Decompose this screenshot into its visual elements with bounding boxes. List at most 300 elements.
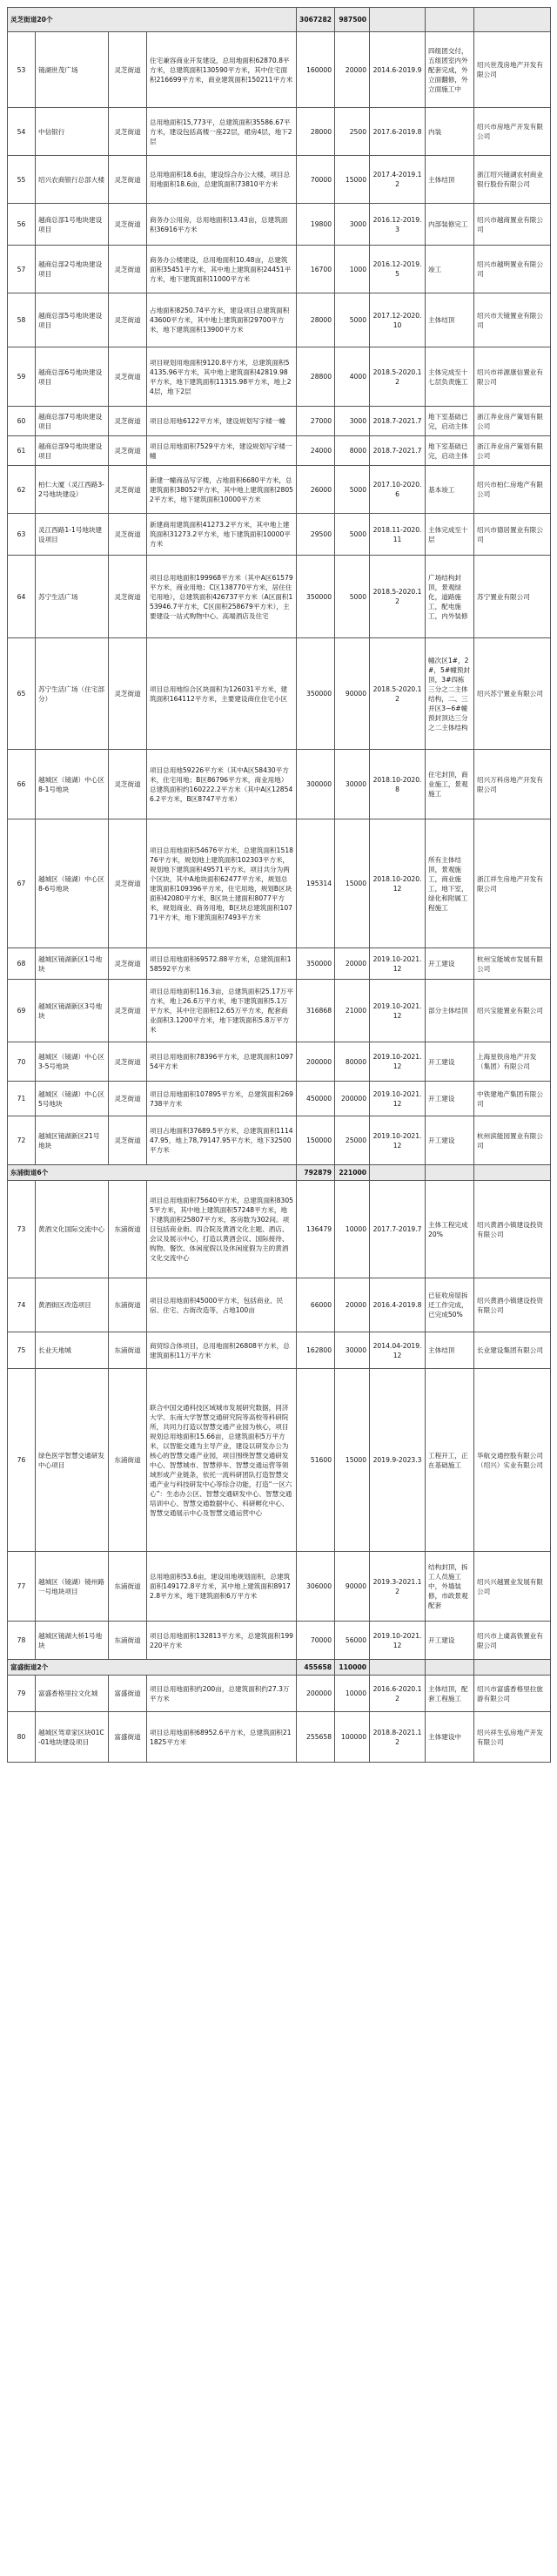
group-total-investment: 792879 xyxy=(297,1165,335,1181)
group-row xyxy=(8,1165,551,1181)
construction-period: 2018.5-2020.12 xyxy=(370,638,426,750)
street-name: 灵芝街道 xyxy=(109,246,147,293)
annual-investment: 2500 xyxy=(335,108,370,156)
project-content: 总用地面积53.6亩，建设用地规划面积，总建筑面积149172.8平方米，其中地上建筑面积89172.8平方米，地下建筑面积6万平方米 xyxy=(147,1552,297,1622)
row-number: 64 xyxy=(8,556,36,638)
table-row xyxy=(8,156,551,204)
row-number: 73 xyxy=(8,1181,36,1278)
total-investment: 136479 xyxy=(297,1181,335,1278)
street-name: 灵芝街道 xyxy=(109,1116,147,1165)
total-investment: 300000 xyxy=(297,750,335,819)
progress-status: 所有主体结顶，景观施工，商业施工，地下室，绿化和附属工程施工 xyxy=(426,819,474,948)
total-investment: 350000 xyxy=(297,556,335,638)
total-investment: 160000 xyxy=(297,32,335,108)
table-row xyxy=(8,1622,551,1660)
row-number: 62 xyxy=(8,466,36,514)
construction-period: 2018.5-2020.12 xyxy=(370,347,426,407)
project-name: 镜湖世茂广场 xyxy=(36,32,109,108)
street-name: 东浦街道 xyxy=(109,1332,147,1369)
owner-company: 绍兴市祥源康信置业有限公司 xyxy=(474,347,551,407)
construction-period: 2018.7-2021.7 xyxy=(370,407,426,436)
row-number: 60 xyxy=(8,407,36,436)
row-number: 68 xyxy=(8,948,36,980)
project-name: 越城区（镜湖）中心区5号地块 xyxy=(36,1082,109,1116)
annual-investment: 3000 xyxy=(335,407,370,436)
progress-status: 幢次区1#，2#，5#幢预封顶，3#四栋三分之二主体结构，二、三并区3~6#幢预封顶达三分之二主体结构 xyxy=(426,638,474,750)
owner-company: 绍兴祥生弘房地产开发有限公司 xyxy=(474,1712,551,1763)
total-investment: 66000 xyxy=(297,1278,335,1332)
street-name: 灵芝街道 xyxy=(109,750,147,819)
construction-period: 2018.10-2020.8 xyxy=(370,750,426,819)
construction-period: 2019.10-2021.12 xyxy=(370,1116,426,1165)
progress-status: 工程开工，正在基础施工 xyxy=(426,1369,474,1552)
progress-status: 已征收房屋拆迁工作完成，已完成50% xyxy=(426,1278,474,1332)
project-name: 越商总部2号地块建设项目 xyxy=(36,246,109,293)
row-number: 76 xyxy=(8,1369,36,1552)
construction-period: 2019.10-2021.12 xyxy=(370,1082,426,1116)
annual-investment: 100000 xyxy=(335,1712,370,1763)
annual-investment: 15000 xyxy=(335,156,370,204)
owner-company: 绍兴万科房地产开发有限公司 xyxy=(474,750,551,819)
project-content: 新建商用建筑面积41273.2平方米，其中地上建筑面积31273.2平方米，地下建筑面积10000平方米 xyxy=(147,514,297,556)
project-content: 项目总用地面积75640平方米，总建筑面积83055平方米，其中地上建筑面积57248平方米，地下建筑面积25807平方米，客房数为302间。项目包括商业街、四合院及黄酒文化主题、酒店、会议及展示中心，打造以黄酒会议、国际接待、购物、餐饮、体闲度假以及休闲度假为主的黄酒文化交流中心 xyxy=(147,1181,297,1278)
total-investment: 195314 xyxy=(297,819,335,948)
project-name: 越城区镜湖新区21号地块 xyxy=(36,1116,109,1165)
owner-company: 浙江绍兴镜湖农村商业银行股份有限公司 xyxy=(474,156,551,204)
progress-status: 主体结顶 xyxy=(426,156,474,204)
street-name: 灵芝街道 xyxy=(109,108,147,156)
total-investment: 27000 xyxy=(297,407,335,436)
empty-cell xyxy=(474,1165,551,1181)
construction-period: 2019.10-2021.12 xyxy=(370,1622,426,1660)
project-name: 越城区（镜湖）中心区8-1号地块 xyxy=(36,750,109,819)
row-number: 80 xyxy=(8,1712,36,1763)
total-investment: 28000 xyxy=(297,293,335,347)
annual-investment: 56000 xyxy=(335,1622,370,1660)
annual-investment: 5000 xyxy=(335,466,370,514)
project-name: 越城区镜湖大桥1号地块 xyxy=(36,1622,109,1660)
construction-period: 2019.10-2021.12 xyxy=(370,948,426,980)
construction-period: 2019.9-2023.3 xyxy=(370,1369,426,1552)
project-name: 苏宁生活广场（住宅部分） xyxy=(36,638,109,750)
group-total-investment: 455658 xyxy=(297,1660,335,1676)
row-number: 75 xyxy=(8,1332,36,1369)
project-name: 越城区镜湖新区3号地块 xyxy=(36,980,109,1042)
owner-company: 绍兴黄酒小镇建设投资有限公司 xyxy=(474,1181,551,1278)
table-row xyxy=(8,204,551,246)
table-row xyxy=(8,1278,551,1332)
empty-cell xyxy=(370,1660,426,1676)
owner-company: 绍兴世茂房地产开发有限公司 xyxy=(474,32,551,108)
table-row xyxy=(8,638,551,750)
owner-company: 中铁建地产集团有限公司 xyxy=(474,1082,551,1116)
project-name: 越城区（镜湖）镜州路一号地块项目 xyxy=(36,1552,109,1622)
table-body xyxy=(8,8,551,1763)
table-row xyxy=(8,948,551,980)
owner-company: 绍兴市房地产开发有限公司 xyxy=(474,108,551,156)
empty-cell xyxy=(474,1660,551,1676)
progress-status: 开工建设 xyxy=(426,1622,474,1660)
group-total-investment: 3067282 xyxy=(297,8,335,32)
row-number: 70 xyxy=(8,1042,36,1082)
total-investment: 350000 xyxy=(297,948,335,980)
street-name: 东浦街道 xyxy=(109,1278,147,1332)
project-name: 柏仁大厦（灵江西路3-2号地块建设） xyxy=(36,466,109,514)
street-name: 灵芝街道 xyxy=(109,436,147,466)
project-name: 越城区镜湖新区1号地块 xyxy=(36,948,109,980)
progress-status: 竣工 xyxy=(426,246,474,293)
owner-company: 浙江奔业房产策划有限公司 xyxy=(474,407,551,436)
construction-period: 2019.10-2021.12 xyxy=(370,1042,426,1082)
project-content: 住宅兼容商业开发建设，总用地面积62870.8平方米，总建筑面积130590平方米，其中住宅面积216699平方米，商业建筑面积150211平方米 xyxy=(147,32,297,108)
total-investment: 70000 xyxy=(297,1622,335,1660)
project-content: 占地面积8250.74平方米，建设项目总建筑面积43600平方米，其中地上建筑面积29700平方米，地下建筑面积13900平方米 xyxy=(147,293,297,347)
project-content: 联合中国交通科技区域城市发展研究数据，同济大学、东南大学智慧交通研究院等高校等科研院所，共同力打造以智慧交通产业园为核心，项目规划总用地面积15.66亩，总建筑面积5万平方米，以智能交通为主导产业，建设以研发办公为核心的智慧交通产业园，项目围绕智慧交通研发中心、智慧城市、智慧停车、智慧交通运营等领域形成产业链条，依托一流科研团队打造智慧交通产业与科技研发中心等综合功能，打造“一区六心”：生态办公区、智慧交通研发中心、智慧交通培训中心、智慧交通数据中心、科研孵化中心、智慧交通展示中心及智慧交通运营中心 xyxy=(147,1369,297,1552)
table-row xyxy=(8,246,551,293)
empty-cell xyxy=(370,1165,426,1181)
street-name: 东浦街道 xyxy=(109,1181,147,1278)
table-row xyxy=(8,1712,551,1763)
table-row xyxy=(8,1676,551,1712)
project-content: 总用地面积15,773平，总建筑面积35586.67平方米，建设包括高楼一座22层，裙房4层，地下2层 xyxy=(147,108,297,156)
empty-cell xyxy=(370,8,426,32)
project-name: 越商总部1号地块建设项目 xyxy=(36,204,109,246)
table-row xyxy=(8,819,551,948)
progress-status: 主体结顶 xyxy=(426,1332,474,1369)
total-investment: 162800 xyxy=(297,1332,335,1369)
annual-investment: 5000 xyxy=(335,556,370,638)
construction-period: 2016.6-2020.12 xyxy=(370,1676,426,1712)
annual-investment: 10000 xyxy=(335,1181,370,1278)
table-row xyxy=(8,514,551,556)
annual-investment: 90000 xyxy=(335,1552,370,1622)
total-investment: 51600 xyxy=(297,1369,335,1552)
construction-period: 2018.5-2020.12 xyxy=(370,556,426,638)
progress-status: 主体完成至十层 xyxy=(426,514,474,556)
project-content: 项目总用地面积107895平方米，总建筑面积269738平方米 xyxy=(147,1082,297,1116)
project-content: 项目总用地6122平方米，建设规划写字楼一幢 xyxy=(147,407,297,436)
progress-status: 开工建设 xyxy=(426,1116,474,1165)
row-number: 79 xyxy=(8,1676,36,1712)
construction-period: 2014.6-2019.9 xyxy=(370,32,426,108)
row-number: 53 xyxy=(8,32,36,108)
row-number: 65 xyxy=(8,638,36,750)
annual-investment: 25000 xyxy=(335,1116,370,1165)
empty-cell xyxy=(426,1660,474,1676)
progress-status: 结构封顶，拆工人员施工中，外墙装修，市政景观配套 xyxy=(426,1552,474,1622)
row-number: 72 xyxy=(8,1116,36,1165)
owner-company: 浙江奔业房产策划有限公司 xyxy=(474,436,551,466)
project-content: 新建一幢商品写字楼，占地面积6680平方米，总建筑面积38052平方米，其中地上建筑面积28052平方米，地下建筑面积10000平方米 xyxy=(147,466,297,514)
project-content: 项目总用地面积7529平方米，建设规划写字楼一幢 xyxy=(147,436,297,466)
project-content: 项目总用地面积78396平方米，总建筑面积109754平方米 xyxy=(147,1042,297,1082)
project-name: 越商总部6号地块建设项目 xyxy=(36,347,109,407)
construction-period: 2018.7-2021.7 xyxy=(370,436,426,466)
group-name: 富盛街道2个 xyxy=(8,1660,297,1676)
annual-investment: 1000 xyxy=(335,246,370,293)
construction-period: 2016.12-2019.5 xyxy=(370,246,426,293)
project-content: 项目规划用地面积9120.8平方米，总建筑面积54135.96平方米，其中地上建筑面积42819.98平方米，地下建筑面积11315.98平方米，地上24层，地下2层 xyxy=(147,347,297,407)
row-number: 66 xyxy=(8,750,36,819)
project-content: 项目总用地面积45000平方米，包括商业、民宿、住宅、古街改造等，占地100亩 xyxy=(147,1278,297,1332)
street-name: 东浦街道 xyxy=(109,1552,147,1622)
empty-cell xyxy=(426,1165,474,1181)
project-name: 绿色医学智慧交通研发中心项目 xyxy=(36,1369,109,1552)
row-number: 74 xyxy=(8,1278,36,1332)
project-content: 商贸综合体项目，总用地面积26808平方米，总建筑面积11万平方米 xyxy=(147,1332,297,1369)
construction-period: 2017.6-2019.8 xyxy=(370,108,426,156)
table-row xyxy=(8,466,551,514)
group-name: 东浦街道6个 xyxy=(8,1165,297,1181)
progress-status: 主体建设中 xyxy=(426,1712,474,1763)
owner-company: 上海星铁房地产开发（集团）有限公司 xyxy=(474,1042,551,1082)
project-content: 项目占地面积37689.5平方米，总建筑面积111447.95，地上78,79147.95平方米，地下32500平方米 xyxy=(147,1116,297,1165)
table-row xyxy=(8,1042,551,1082)
project-content: 项目总用地面积约200亩，总建筑面积约27.3万平方米 xyxy=(147,1676,297,1712)
street-name: 灵芝街道 xyxy=(109,347,147,407)
progress-status: 开工建设 xyxy=(426,1042,474,1082)
street-name: 东浦街道 xyxy=(109,1369,147,1552)
total-investment: 16700 xyxy=(297,246,335,293)
table-row xyxy=(8,407,551,436)
row-number: 55 xyxy=(8,156,36,204)
empty-cell xyxy=(474,8,551,32)
row-number: 59 xyxy=(8,347,36,407)
table-row xyxy=(8,1116,551,1165)
project-name: 中信银行 xyxy=(36,108,109,156)
total-investment: 450000 xyxy=(297,1082,335,1116)
owner-company: 绍兴市柏仁房地产有限公司 xyxy=(474,466,551,514)
progress-status: 主体完成至十七层负责施工 xyxy=(426,347,474,407)
owner-company: 浙江祥生房地产开发有限公司 xyxy=(474,819,551,948)
owner-company: 绍兴市富盛香格里拉旅游有限公司 xyxy=(474,1676,551,1712)
owner-company: 绍兴市越明置业有限公司 xyxy=(474,246,551,293)
street-name: 灵芝街道 xyxy=(109,819,147,948)
total-investment: 19800 xyxy=(297,204,335,246)
project-name: 黄酒文化国际交流中心 xyxy=(36,1181,109,1278)
construction-period: 2017.4-2019.12 xyxy=(370,156,426,204)
owner-company: 华航交通控股有限公司（绍兴）实业有限公司 xyxy=(474,1369,551,1552)
project-content: 项目总用地59226平方米（其中A区58430平方米，住宅用地；B区86796平方米，商业用地）总建筑面积约160222.2平方米（其中A区128546.2平方米，B区8747平方米） xyxy=(147,750,297,819)
total-investment: 26000 xyxy=(297,466,335,514)
project-content: 项目总用地面积199968平方米（其中A区61579平方米，商业用地；C区138770平方米，居住住宅用地），总建筑面积426737平方米（A区面积153946.7平方米，C区面积258679平方米），主要建设一站式购物中心、高端酒店及住宅 xyxy=(147,556,297,638)
street-name: 富盛街道 xyxy=(109,1712,147,1763)
row-number: 78 xyxy=(8,1622,36,1660)
owner-company: 绍兴市上虞高铁置业有限公司 xyxy=(474,1622,551,1660)
project-content: 项目总用地面积68952.6平方米，总建筑面积211825平方米 xyxy=(147,1712,297,1763)
progress-status: 地下室基础已完，启动主体 xyxy=(426,407,474,436)
project-name: 灵江西路1-1号地块建设项目 xyxy=(36,514,109,556)
table-row xyxy=(8,32,551,108)
table-row xyxy=(8,347,551,407)
street-name: 灵芝街道 xyxy=(109,1082,147,1116)
street-name: 灵芝街道 xyxy=(109,638,147,750)
annual-investment: 80000 xyxy=(335,1042,370,1082)
annual-investment: 20000 xyxy=(335,948,370,980)
project-content: 项目总用地面积69572.88平方米，总建筑面积158592平方米 xyxy=(147,948,297,980)
project-name: 绍兴农商银行总部大楼 xyxy=(36,156,109,204)
construction-period: 2018.8-2021.12 xyxy=(370,1712,426,1763)
construction-period: 2019.3-2021.12 xyxy=(370,1552,426,1622)
owner-company: 绍兴兴越置业发展有限公司 xyxy=(474,1552,551,1622)
total-investment: 28000 xyxy=(297,108,335,156)
project-name: 越商总部7号地块建设项目 xyxy=(36,407,109,436)
annual-investment: 5000 xyxy=(335,293,370,347)
group-name: 灵芝街道20个 xyxy=(8,8,297,32)
progress-status: 主体结顶 xyxy=(426,293,474,347)
row-number: 71 xyxy=(8,1082,36,1116)
total-investment: 70000 xyxy=(297,156,335,204)
street-name: 富盛街道 xyxy=(109,1676,147,1712)
progress-status: 内装 xyxy=(426,108,474,156)
street-name: 灵芝街道 xyxy=(109,948,147,980)
owner-company: 绍兴市德居置业有限公司 xyxy=(474,514,551,556)
street-name: 灵芝街道 xyxy=(109,466,147,514)
table-row xyxy=(8,1332,551,1369)
progress-status: 开工建设 xyxy=(426,1082,474,1116)
table-row xyxy=(8,980,551,1042)
project-name: 富盛香格里拉文化城 xyxy=(36,1676,109,1712)
street-name: 东浦街道 xyxy=(109,1622,147,1660)
annual-investment: 200000 xyxy=(335,1082,370,1116)
construction-period: 2017.7-2019.7 xyxy=(370,1181,426,1278)
construction-period: 2018.11-2020.11 xyxy=(370,514,426,556)
annual-investment: 20000 xyxy=(335,32,370,108)
annual-investment: 90000 xyxy=(335,638,370,750)
annual-investment: 15000 xyxy=(335,1369,370,1552)
progress-status: 内部装修完工 xyxy=(426,204,474,246)
project-table xyxy=(7,7,551,1763)
owner-company: 绍兴市天镜置业有限公司 xyxy=(474,293,551,347)
row-number: 57 xyxy=(8,246,36,293)
annual-investment: 30000 xyxy=(335,1332,370,1369)
progress-status: 广场结构封顶，景观绿化，道路施工，配电施工，内外装修 xyxy=(426,556,474,638)
project-name: 越城区（镜湖）中心区3-5号地块 xyxy=(36,1042,109,1082)
progress-status: 基本竣工 xyxy=(426,466,474,514)
total-investment: 255658 xyxy=(297,1712,335,1763)
progress-status: 开工建设 xyxy=(426,948,474,980)
construction-period: 2018.10-2020.12 xyxy=(370,819,426,948)
row-number: 61 xyxy=(8,436,36,466)
owner-company: 苏宁置业有限公司 xyxy=(474,556,551,638)
total-investment: 29500 xyxy=(297,514,335,556)
annual-investment: 4000 xyxy=(335,347,370,407)
project-name: 长业天地城 xyxy=(36,1332,109,1369)
document-page xyxy=(0,7,557,2576)
annual-investment: 21000 xyxy=(335,980,370,1042)
row-number: 67 xyxy=(8,819,36,948)
project-content: 项目总用地面积132813平方米，总建筑面积199220平方米 xyxy=(147,1622,297,1660)
project-name: 越城区驾章家区块01C-01地块建设项目 xyxy=(36,1712,109,1763)
table-row xyxy=(8,293,551,347)
project-content: 总用地面积18.6亩，建设综合办公大楼，项目总用地面积18.6亩，总建筑面积73810平方米 xyxy=(147,156,297,204)
owner-company: 绍兴苏宁置业有限公司 xyxy=(474,638,551,750)
owner-company: 绍兴宝能置业有限公司 xyxy=(474,980,551,1042)
group-annual-investment: 221000 xyxy=(335,1165,370,1181)
progress-status: 主体结顶，配套工程施工 xyxy=(426,1676,474,1712)
group-row xyxy=(8,8,551,32)
group-annual-investment: 987500 xyxy=(335,8,370,32)
owner-company: 长业建设集团有限公司 xyxy=(474,1332,551,1369)
owner-company: 杭州宝能城市发展有限公司 xyxy=(474,948,551,980)
construction-period: 2014.04-2019.12 xyxy=(370,1332,426,1369)
table-row xyxy=(8,1082,551,1116)
progress-status: 住宅封顶，商业施工，景观施工 xyxy=(426,750,474,819)
table-row xyxy=(8,108,551,156)
annual-investment: 3000 xyxy=(335,204,370,246)
construction-period: 2017.10-2020.6 xyxy=(370,466,426,514)
table-row xyxy=(8,1552,551,1622)
row-number: 63 xyxy=(8,514,36,556)
street-name: 灵芝街道 xyxy=(109,156,147,204)
total-investment: 306000 xyxy=(297,1552,335,1622)
group-row xyxy=(8,1660,551,1676)
empty-cell xyxy=(426,8,474,32)
project-name: 越城区（镜湖）中心区8-6号地块 xyxy=(36,819,109,948)
annual-investment: 30000 xyxy=(335,750,370,819)
construction-period: 2016.4-2019.8 xyxy=(370,1278,426,1332)
street-name: 灵芝街道 xyxy=(109,204,147,246)
annual-investment: 5000 xyxy=(335,514,370,556)
progress-status: 部分主体结顶 xyxy=(426,980,474,1042)
project-content: 商务办公用房，总用地面积13.43亩，总建筑面积36916平方米 xyxy=(147,204,297,246)
total-investment: 150000 xyxy=(297,1116,335,1165)
total-investment: 200000 xyxy=(297,1042,335,1082)
owner-company: 绍兴市越商置业有限公司 xyxy=(474,204,551,246)
total-investment: 200000 xyxy=(297,1676,335,1712)
total-investment: 28800 xyxy=(297,347,335,407)
total-investment: 24000 xyxy=(297,436,335,466)
table-row xyxy=(8,1181,551,1278)
progress-status: 四组团交付，五组团室内外配套完成，外立面翻修，外立面施工中 xyxy=(426,32,474,108)
table-row xyxy=(8,1369,551,1552)
construction-period: 2019.10-2021.12 xyxy=(370,980,426,1042)
owner-company: 杭州滨能园置业有限公司 xyxy=(474,1116,551,1165)
street-name: 灵芝街道 xyxy=(109,32,147,108)
project-name: 黄酒街区改造项目 xyxy=(36,1278,109,1332)
project-content: 商务办公楼建设，总用地面积10.48亩，总建筑面积35451平方米，其中地上建筑面积24451平方米，地下建筑面积11000平方米 xyxy=(147,246,297,293)
project-name: 越商总部9号地块建设项目 xyxy=(36,436,109,466)
construction-period: 2017.12-2020.10 xyxy=(370,293,426,347)
progress-status: 主体工程完成20% xyxy=(426,1181,474,1278)
project-content: 项目总用地面积54676平方米，总建筑面积151876平方米，规划地上建筑面积102303平方米，规划地下建筑面积49571平方米。项目共分为两个区块，其中A地块面积62477平方米，规划总建筑面积109396平方米，住宅用地，规划B区块面积42080平方米，B区块土建面积8077平方米，规划商业、商务用地，B区块总建筑面积10771平方米，地下建筑面积7493平方米 xyxy=(147,819,297,948)
group-annual-investment: 110000 xyxy=(335,1660,370,1676)
total-investment: 350000 xyxy=(297,638,335,750)
annual-investment: 10000 xyxy=(335,1676,370,1712)
project-name: 苏宁生活广场 xyxy=(36,556,109,638)
table-row xyxy=(8,436,551,466)
row-number: 54 xyxy=(8,108,36,156)
project-name: 越商总部5号地块建设项目 xyxy=(36,293,109,347)
project-content: 项目总用地面积116.3亩，总建筑面积25.17万平方米，地上26.6万平方米，地下建筑面积5.1万平方米，其中住宅面积12.65万平方米，配套商业面积3.1200平方米，地下建筑面积5.8万平方米 xyxy=(147,980,297,1042)
street-name: 灵芝街道 xyxy=(109,1042,147,1082)
progress-status: 地下室基础已完，启动主体 xyxy=(426,436,474,466)
street-name: 灵芝街道 xyxy=(109,293,147,347)
row-number: 58 xyxy=(8,293,36,347)
annual-investment: 15000 xyxy=(335,819,370,948)
row-number: 77 xyxy=(8,1552,36,1622)
construction-period: 2016.12-2019.3 xyxy=(370,204,426,246)
street-name: 灵芝街道 xyxy=(109,407,147,436)
table-row xyxy=(8,556,551,638)
owner-company: 绍兴黄酒小镇建设投资有限公司 xyxy=(474,1278,551,1332)
street-name: 灵芝街道 xyxy=(109,556,147,638)
annual-investment: 8000 xyxy=(335,436,370,466)
project-content: 项目总用地综合区块面积为126031平方米，建筑面积164112平方米，主要建设商住住宅小区 xyxy=(147,638,297,750)
total-investment: 316868 xyxy=(297,980,335,1042)
row-number: 69 xyxy=(8,980,36,1042)
table-row xyxy=(8,750,551,819)
